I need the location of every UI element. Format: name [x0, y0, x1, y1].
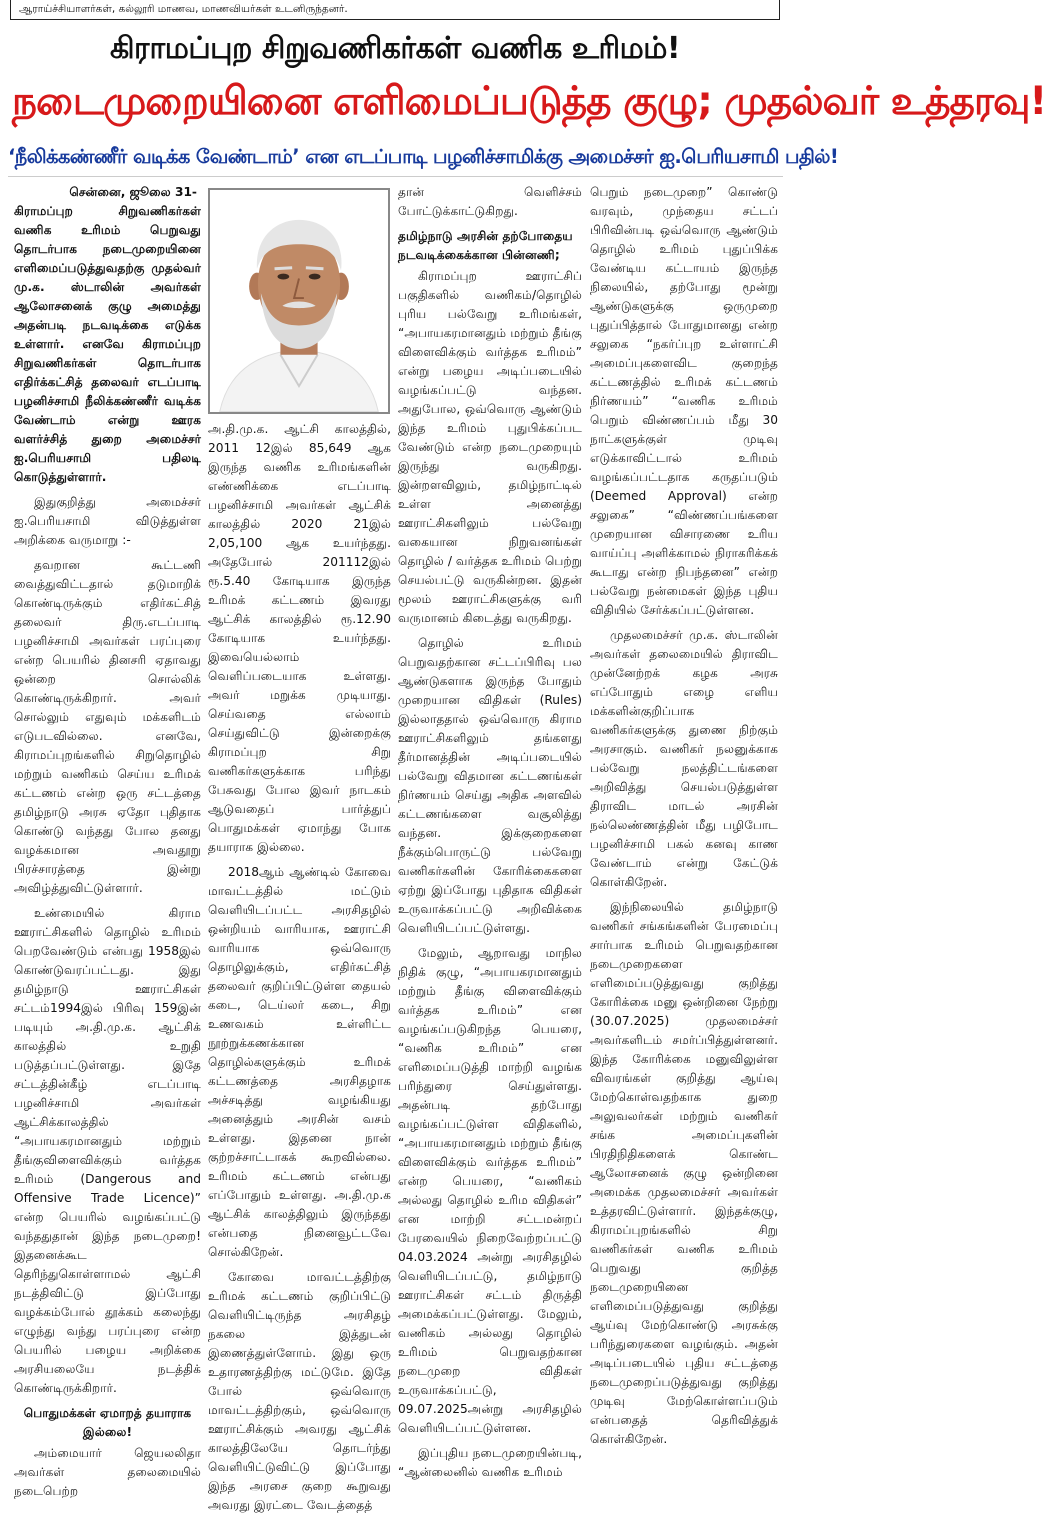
paragraph: முதலமைச்சர் மு.க. ஸ்டாலின் அவர்கள் தலைமையில் திராவிட முன்னேற்றக் கழக அரசு எப்போதும் எழை எளிய மக்களின்குறிப்பாக வணிகர்களுக்கு துணை நிற்கும் அரசாகும். வணிகர் நலனுக்காக பல்வேறு நலத்திட்டங்களை அறிவித்து செயல்படுத்துள்ள திராவிட மாடல் அரசின் நல்லெண்ணத்தின் மீது பழிபோட பழனிச்சாமி பகல் கனவு காண வேண்டாம் என்று கேட்டுக் கொள்கிறேன். [590, 628, 778, 889]
lead-paragraph: கிராமப்புற சிறுவணிகர்கள் வணிக உரிமம் பெறுவது தொடர்பாக நடைமுறையினை எளிமைப்படுத்துவதற்கு முதல்வர் மு.க. ஸ்டாலின் அவர்கள் ஆலோசனைக் குழு அமைத்து அதன்படி நடவடிக்கை எடுக்க உள்ளார். எனவே கிராமப்புற சிறுவணிகர்கள் தொடர்பாக எதிர்க்கட்சித் தலைவர் எடப்பாடி பழனிச்சாமி நீலிக்கண்ணீர் வடிக்க வேண்டாம் என்று ஊரக வளர்ச்சித் துறை அமைச்சர் ஐ.பெரியசாமி பதிலடி கொடுத்துள்ளார். [14, 204, 201, 484]
header-divider [8, 176, 783, 177]
paragraph: தவறான கூட்டணி வைத்துவிட்டதால் தடுமாறிக் கொண்டிருக்கும் எதிர்கட்சித் தலைவர் திரு.எடப்பாடி பழனிச்சாமி அவர்கள் பரப்புரை என்ற பெயரில் தினசரி ஏதாவது ஒன்றை சொல்லிக் கொண்டிருக்கிறார். அவர் சொல்லும் எதுவும் மக்களிடம் எடுபடவில்லை. எனவே, கிராமப்புறங்களில் சிறுதொழில் மற்றும் வணிகம் செய்ய உரிமக் கட்டணம் என்ற ஒரு சட்டத்தை தமிழ்நாடு அரசு ஏதோ புதிதாக கொண்டு வந்தது போல தனது வழக்கமான அவதூறு பிரச்சாரத்தை இன்று அவிழ்த்துவிட்டுள்ளார். [14, 558, 201, 895]
paragraph: தான் வெளிச்சம் போட்டுக்காட்டுகிறது. [398, 185, 582, 218]
dateline: சென்னை, ஜூலை 31- [69, 185, 197, 199]
paragraph: தொழில் உரிமம் பெறுவதற்கான சட்டப்பிரிவு பல ஆண்டுகளாக இருந்த போதும் முறையான விதிகள் (Rules) இல்லாததால் ஒவ்வொரு கிராம ஊராட்சிகளிலும் தங்களது தீர்மானத்தின் அடிப்படையில் பல்வேறு விதமான கட்டணங்கள் நிர்ணயம் செய்து அதிக அளவில் கட்டணங்களை வசூலித்து வந்தன. இக்குறைகளை நீக்கும்பொருட்டு பல்வேறு வணிகர்களின் கோரிக்கைகளை ஏற்று இப்போது புதிதாக விதிகள் உருவாக்கப்பட்டு அறிவிக்கை வெளியிடப்பட்டுள்ளது. [398, 636, 582, 935]
section-subtitle: பொதுமக்கள் ஏமாறத் தயாராக இல்லை! [23, 1406, 192, 1439]
paragraph: அம்மையார் ஜெயலலிதா அவர்கள் தலைமையில் நடைபெற்ற [14, 1446, 201, 1498]
paragraph: மேலும், ஆறாவது மாநில நிதிக் குழு, “அபாயகரமானதும் மற்றும் தீங்கு விளைவிக்கும் வர்த்தக உரிமம்” என வழங்கப்படுகிறந்த பெயரை, “வணிக உரிமம்” என எளிமைப்படுத்தி மாற்றி வழங்க பரிந்துரை செய்துள்ளது. அதன்படி தற்போது வழங்கப்பட்டுள்ள விதிகளில், “அபாயகரமானதும் மற்றும் தீங்கு விளைவிக்கும் வர்த்தக உரிமம்” என்ற பெயரை, “வணிகம் அல்லது தொழில் உரிம விதிகள்” என மாற்றி சட்டமன்றப் பேரவையில் நிறைவேற்றப்பட்டு 04.03.2024 அன்று அரசிதழில் வெளியிடப்பட்டு, தமிழ்நாடு ஊராட்சிகள் சட்டம் திருத்தி அமைக்கப்பட்டுள்ளது. மேலும், வணிகம் அல்லது தொழில் உரிமம் பெறுவதற்கான நடைமுறை விதிகள் உருவாக்கப்பட்டு, 09.07.2025அன்று அரசிதழில் வெளியிடப்பட்டுள்ளன. [398, 946, 582, 1435]
article-column-2 [208, 420, 391, 1512]
paragraph: கோவை மாவட்டத்திற்கு உரிமக் கட்டணம் குறிப்பிட்டு வெளியிட்டிருந்த அரசிதழ் நகலை இத்துடன் இணைத்துள்ளோம். இது ஒரு உதாரணத்திற்கு மட்டுமே. இதே போல் ஒவ்வொரு மாவட்டத்திற்கும், ஒவ்வொரு ஊராட்சிக்கும் அவரது ஆட்சிக் காலத்திலேயே தொடர்ந்து வெளியிட்டுவிட்டு இப்போது இந்த அரசை குறை கூறுவது அவரது இரட்டை வேடத்தைத் [208, 1270, 391, 1512]
paragraph: அ.தி.மு.க. ஆட்சி காலத்தில், 2011 12இல் 85,649 ஆக இருந்த வணிக உரிமங்களின் எண்ணிக்கை எடப்பாடி பழனிச்சாமி அவர்கள் ஆட்சிக் காலத்தில் 2020 21இல் 2,05,100 ஆக உயர்ந்தது. அதேபோல் 201112இல் ரூ.5.40 கோடியாக இருந்த உரிமக் கட்டணம் இவரது ஆட்சிக் காலத்தில் ரூ.12.90 கோடியாக உயர்ந்தது. இவையெல்லாம் வெளிப்படையாக உள்ளது. அவர் மறுக்க முடியாது. செய்வதை எல்லாம் செய்துவிட்டு இன்றைக்கு கிராமப்புற சிறு வணிகர்களுக்காக பரிந்து பேசுவது போல இவர் நாடகம் ஆடுவதைப் பார்த்துப் பொதுமக்கள் ஏமாந்து போக தயாராக இல்லை. [208, 422, 391, 854]
article-column-4 [590, 183, 778, 1446]
paragraph: 2018ஆம் ஆண்டில் கோவை மாவட்டத்தில் மட்டும் வெளியிடப்பட்ட அரசிதழில் ஒன்றியம் வாரியாக, ஊராட்சி வாரியாக ஒவ்வொரு தொழிலுக்கும், எதிர்கட்சித் தலைவர் குறிப்பிட்டுள்ள தையல் கடை, டெய்லர் கடை, சிறு உணவகம் உள்ளிட்ட நூற்றுக்கணக்கான தொழில்களுக்கும் உரிமக் கட்டணத்தை அரசிதழாக அச்சடித்து வழங்கியது அனைத்தும் அரசின் வசம் உள்ளது. இதனை நான் குற்றச்சாட்டாகக் கூறவில்லை. உரிமம் கட்டணம் என்பது எப்போதும் உள்ளது. அ.தி.மு.க ஆட்சிக் காலத்திலும் இருந்தது என்பதை நினைவூட்டவே சொல்கிறேன். [208, 865, 391, 1259]
paragraph: உண்மையில் கிராம ஊராட்சிகளில் தொழில் உரிமம் பெறவேண்டும் என்பது 1958இல் கொண்டுவரப்பட்டது. இது தமிழ்நாடு ஊராட்சிகள் சட்டம்1994இல் பிரிவு 159இன் படியும் அ.தி.மு.க. ஆட்சிக் காலத்தில் உறுதி படுத்தப்பட்டுள்ளது. இதே சட்டத்தின்கீழ் எடப்பாடி பழனிச்சாமி அவர்கள் ஆட்சிக்காலத்தில் “அபாயகரமானதும் மற்றும் தீங்குவிளைவிக்கும் வர்த்தக உரிமம் (Dangerous and Offensive Trade Licence)” என்ற பெயரில் வழங்கப்பட்டு வந்ததுதான் இந்த நடைமுறை! இதனைக்கூட தெரிந்துகொள்ளாமல் ஆட்சி நடத்திவிட்டு இப்போது வழக்கம்போல் தூக்கம் கலைந்து எழுந்து வந்து பரப்புரை என்ற பெயரில் பழைய அறிக்கை அரசியலையே நடத்திக் கொண்டிருக்கிறார். [14, 906, 201, 1395]
article-column-1 [14, 183, 201, 1498]
paragraph: இதுகுறித்து அமைச்சர் ஐ.பெரியசாமி விடுத்துள்ள அறிக்கை வருமாறு :- [14, 495, 201, 547]
top-strip-text: ஆராய்ச்சியாளர்கள், கல்லூரி மாணவ, மாணவியர்கள் உடனிருந்தனர். [10, 0, 780, 20]
paragraph: இப்புதிய நடைமுறையின்படி, “ஆன்லைனில் வணிக உரிமம் [398, 1446, 582, 1479]
paragraph: பெறும் நடைமுறை” கொண்டு வரவும், முந்தைய சட்டப் பிரிவின்படி ஒவ்வொரு ஆண்டும் தொழில் உரிமம் புதுப்பிக்க வேண்டிய கட்டாயம் இருந்த நிலையில், தற்போது மூன்று ஆண்டுகளுக்கு ஒருமுறை புதுப்பித்தால் போதுமானது என்ற சலுகை “நகர்ப்புற உள்ளாட்சி அமைப்புகளைவிட குறைந்த கட்டணத்தில் உரிமக் கட்டணம் நிர்ணயம்” “வணிக உரிமம் பெறும் விண்ணப்பம் மீது 30 நாட்களுக்குள் முடிவு எடுக்காவிட்டால் உரிமம் வழங்கப்பட்டதாக கருதப்படும் (Deemed Approval) என்ற சலுகை” “விண்ணப்பங்களை முறையான விசாரணை உரிய வாய்ப்பு அளிக்காமல் நிராகரிக்கக் கூடாது என்ற நிபந்தனை” என்ற பல்வேறு நன்மைகள் இந்த புதிய விதியில் சேர்க்கப்பட்டுள்ளன. [590, 185, 778, 617]
kicker-headline: கிராமப்புற சிறுவணிகர்கள் வணிக உரிமம்! [109, 31, 681, 66]
minister-portrait-photo [208, 188, 390, 414]
paragraph: இந்நிலையில் தமிழ்நாடு வணிகர் சங்கங்களின் பேரமைப்பு சார்பாக உரிமம் பெறுவதற்கான நடைமுறைகளை எளிமைப்படுத்துவது குறித்து கோரிக்கை மனு ஒன்றினை நேற்று (30.07.2025) முதலமைச்சர் அவர்களிடம் சமர்ப்பித்துள்ளனர். இந்த கோரிக்கை மனுவிலுள்ள விவரங்கள் குறித்து ஆய்வு மேற்கொள்வதற்காக துறை அலுவலர்கள் மற்றும் வணிகர் சங்க அமைப்புகளின் பிரதிநிதிகளைக் கொண்ட ஆலோசனைக் குழு ஒன்றினை அமைக்க முதலமைச்சர் அவர்கள் உத்தரவிட்டுள்ளார். இந்தக்குழு, கிராமப்புறங்களில் சிறு வணிகர்கள் வணிக உரிமம் பெறுவது குறித்த நடைமுறையினை எளிமைப்படுத்துவது குறித்து ஆய்வு மேற்கொண்டு அரசுக்கு பரிந்துரைகளை வழங்கும். அதன் அடிப்படையில் புதிய சட்டத்தை நடைமுறைப்படுத்துவது குறித்து முடிவு மேற்கொள்ளப்படும் என்பதைத் தெரிவித்துக் கொள்கிறேன். [590, 900, 778, 1446]
section-subtitle: தமிழ்நாடு அரசின் தற்போதைய நடவடிக்கைக்கான பின்னணி; [398, 229, 573, 262]
article-column-3 [398, 183, 582, 1479]
sub-headline: ‘நீலிக்கண்ணீர் வடிக்க வேண்டாம்’ என எடப்பாடி பழனிச்சாமிக்கு அமைச்சர் ஐ.பெரியசாமி பதில்! [8, 145, 839, 168]
main-headline: நடைமுறையினை எளிமைப்படுத்த குழு; முதல்வர் உத்தரவு! [12, 79, 1046, 124]
paragraph: கிராமப்புற ஊராட்சிப் பகுதிகளில் வணிகம்/தொழில் புரிய பல்வேறு உரிமங்கள், “அபாயகரமானதும் மற்றும் தீங்கு விளைவிக்கும் வர்த்தக உரிமம்” என்று பழைய அடிப்படையில் வழங்கப்பட்டு வந்தன. அதுபோல, ஒவ்வொரு ஆண்டும் இந்த உரிமம் புதுபிக்கப்பட வேண்டும் என்ற நடைமுறையும் இருந்து வருகிறது. இன்றளவிலும், தமிழ்நாட்டில் உள்ள அனைத்து ஊராட்சிகளிலும் பல்வேறு வகையான நிறுவனங்கள் தொழில் / வர்த்தக உரிமம் பெற்று செயல்பட்டு வருகின்றன. இதன் மூலம் ஊராட்சிகளுக்கு வரி வருமானம் கிடைத்து வருகிறது. [398, 269, 582, 625]
